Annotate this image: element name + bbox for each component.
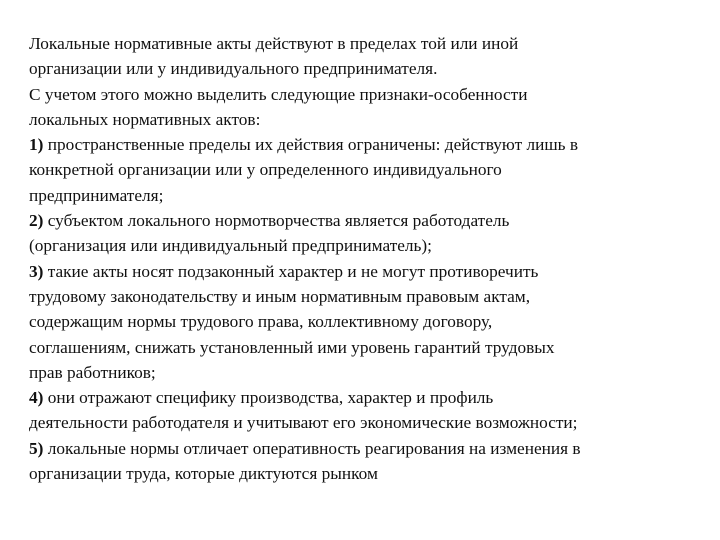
line-text: прав работников; (29, 362, 156, 382)
list-number: 3) (29, 261, 44, 281)
list-number: 2) (29, 211, 44, 231)
line-text: соглашениям, снижать установленный ими уровень гарантий трудовых (29, 337, 555, 357)
text-line (29, 31, 709, 56)
text-line (29, 410, 709, 435)
document-text (29, 31, 709, 486)
list-number: 4) (29, 388, 44, 408)
text-line (29, 208, 709, 233)
text-line (29, 107, 709, 132)
line-text: организации или у индивидуального предпринимателя. (29, 59, 438, 79)
text-line (29, 360, 709, 385)
line-text: пространственные пределы их действия ограничены: действуют лишь в (43, 135, 579, 155)
text-line (29, 259, 709, 284)
text-line (29, 385, 709, 410)
line-text: конкретной организации или у определенного индивидуального (29, 160, 502, 180)
line-text: организации труда, которые диктуются рынком (29, 464, 378, 484)
line-text: Локальные нормативные акты действуют в пределах той или иной (29, 34, 519, 53)
line-text: трудовому законодательству и иным нормативным правовым актам, (29, 286, 531, 306)
text-line (29, 309, 709, 334)
line-text: локальных нормативных актов: (29, 109, 261, 129)
text-line (29, 157, 709, 182)
text-line (29, 183, 709, 208)
line-text: содержащим нормы трудового права, коллективному договору, (29, 312, 493, 332)
text-line (29, 335, 709, 360)
text-line (29, 461, 709, 486)
line-text: предпринимателя; (29, 185, 164, 205)
line-text: (организация или индивидуальный предприниматель); (29, 236, 432, 256)
list-number: 1) (29, 135, 44, 155)
line-text: деятельности работодателя и учитывают его экономические возможности; (29, 413, 578, 433)
text-line (29, 436, 709, 461)
list-number: 5) (29, 438, 44, 458)
line-text: С учетом этого можно выделить следующие признаки-особенности (29, 84, 528, 104)
line-text: локальные нормы отличает оперативность реагирования на изменения в (43, 438, 581, 458)
text-line (29, 132, 709, 157)
text-line (29, 82, 709, 107)
line-text: они отражают специфику производства, характер и профиль (43, 388, 494, 408)
text-line (29, 284, 709, 309)
line-text: субъектом локального нормотворчества является работодатель (43, 211, 510, 231)
line-text: такие акты носят подзаконный характер и не могут противоречить (43, 261, 539, 281)
text-line (29, 56, 709, 81)
text-line (29, 233, 709, 258)
